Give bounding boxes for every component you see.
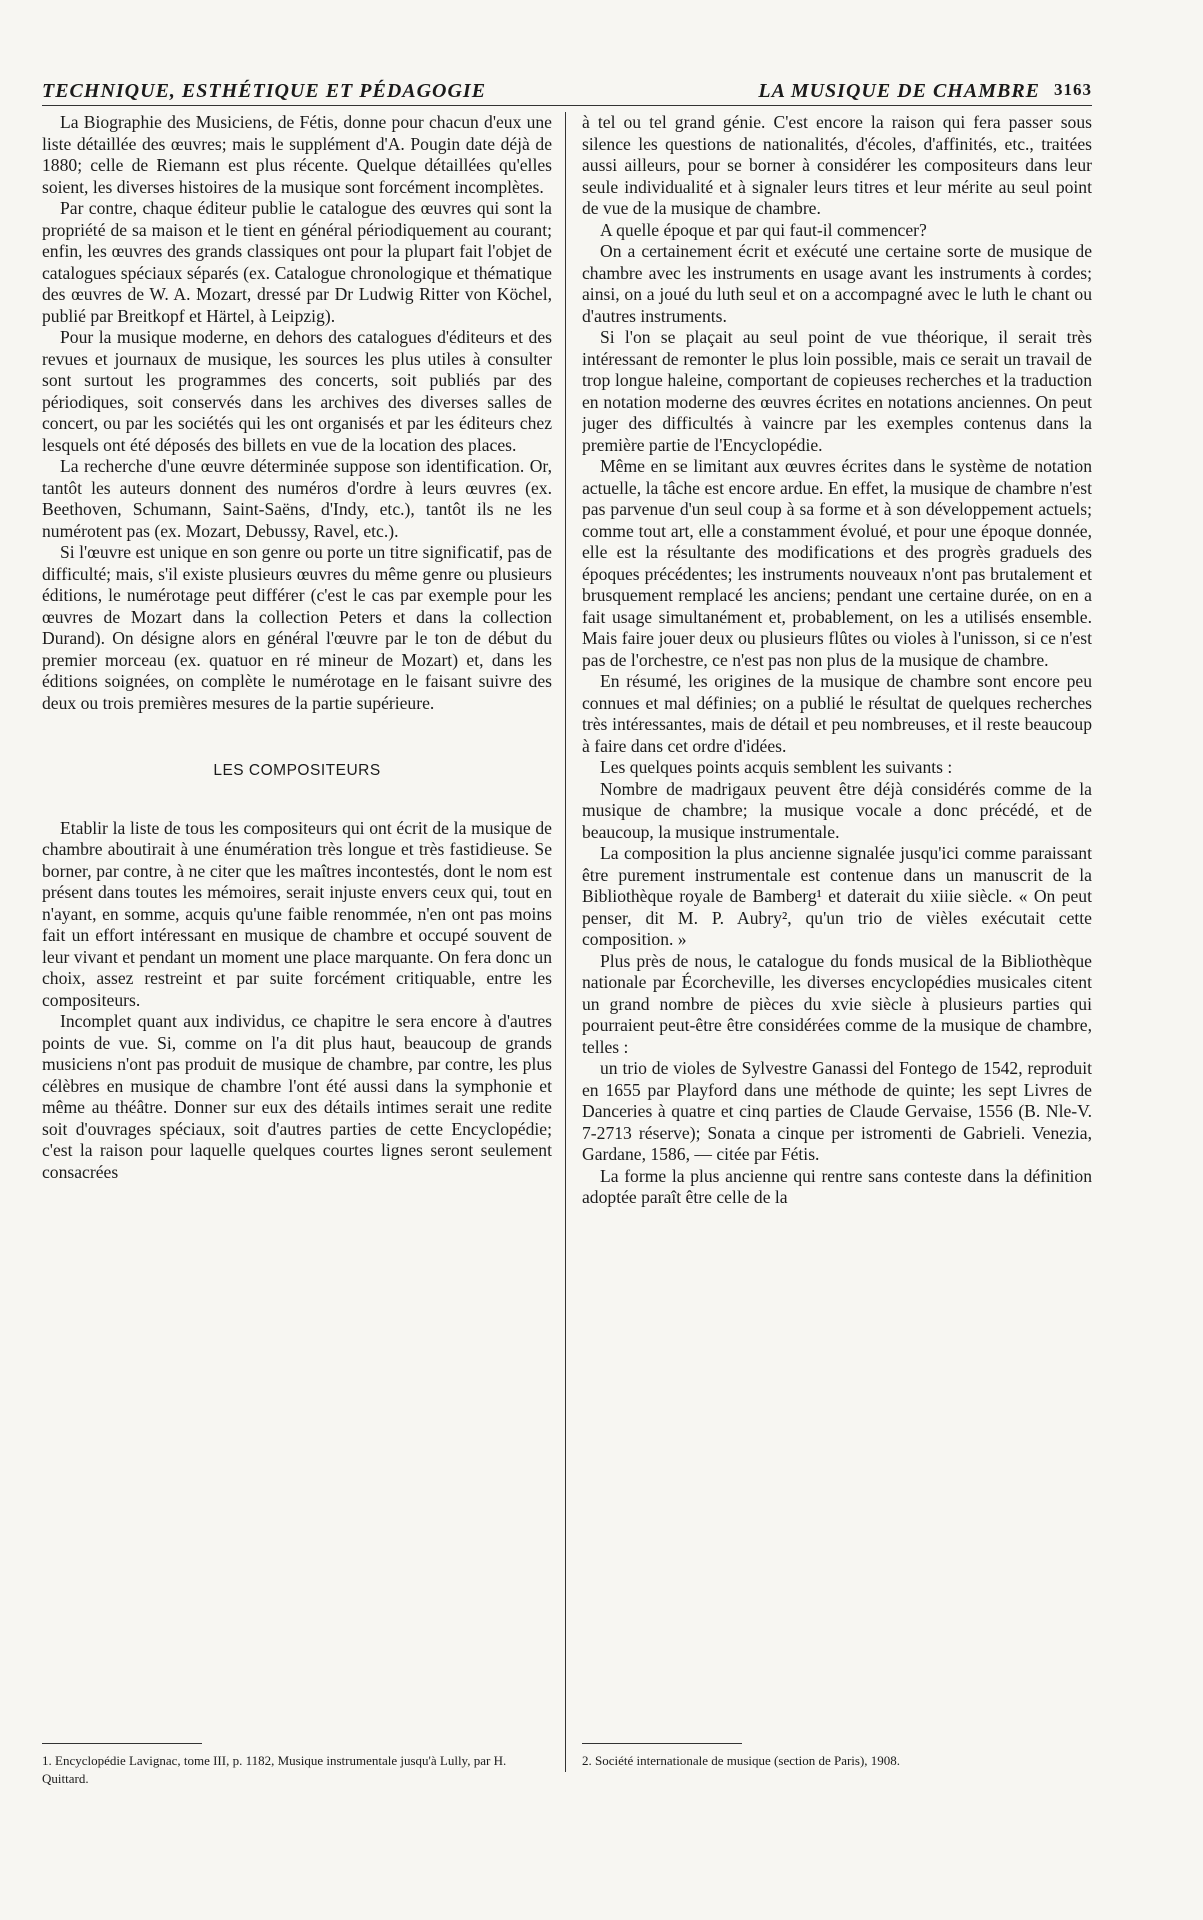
footnote-rule-left	[42, 1743, 202, 1744]
header-chapter-title: LA MUSIQUE DE CHAMBRE	[758, 80, 1040, 102]
footnote-1: 1. Encyclopédie Lavignac, tome III, p. 1182, Musique instrumentale jusqu'à Lully, par H. Quittard.	[42, 1753, 507, 1786]
paragraph: à tel ou tel grand génie. C'est encore la raison qui fera passer sous silence les questions de nationalités, d'écoles, d'affinités, etc., traitées aussi ailleurs, pour se borner à considérer les compositeurs dans leur seule individualité et à signaler leurs titres et leur mérite au seul point de vue de la musique de chambre.	[582, 112, 1092, 218]
left-column	[42, 112, 552, 1702]
right-column	[582, 112, 1092, 1702]
header-rule	[42, 105, 1092, 106]
paragraph: Nombre de madrigaux peuvent être déjà considérés comme de la musique de chambre; la musique vocale a donc précédé, et de beaucoup, la musique instrumentale.	[582, 778, 1092, 842]
header-section-title: TECHNIQUE, ESTHÉTIQUE ET PÉDAGOGIE	[42, 80, 487, 102]
paragraph: Si l'on se plaçait au seul point de vue théorique, il serait très intéressant de remonter le plus loin possible, mais ce serait un travail de trop longue haleine, comportant de copieuses recherches et la traduction en notation moderne des œuvres écrites en notations anciennes. On peut juger des difficultés à vaincre par les exemples contenus dans la première partie de l'Encyclopédie.	[582, 327, 1092, 455]
paragraph: La recherche d'une œuvre déterminée suppose son identification. Or, tantôt les auteurs donnent des numéros d'ordre à leurs œuvres (ex. Beethoven, Schumann, Saint-Saëns, d'Indy, etc.), tantôt ils ne les numérotent pas (ex. Mozart, Debussy, Ravel, etc.).	[42, 456, 552, 541]
paragraph: Incomplet quant aux individus, ce chapitre le sera encore à d'autres points de vue. Si, comme on l'a dit plus haut, beaucoup de grands musiciens n'ont pas produit de musique de chambre, par contre, les plus célèbres en musique de chambre l'ont été aussi dans la symphonie et même au théâtre. Donner sur eux des détails intimes serait une redite soit d'ouvrages spéciaux, soit d'autres parties de cette Encyclopédie; c'est la raison pour laquelle quelques courtes lignes seront seulement consacrées	[42, 1011, 552, 1182]
paragraph: On a certainement écrit et exécuté une certaine sorte de musique de chambre avec les instruments en usage avant les instruments à cordes; ainsi, on a joué du luth seul et on a accompagné avec le luth le chant ou d'autres instruments.	[582, 241, 1092, 326]
section-heading: LES COMPOSITEURS	[213, 762, 381, 779]
footnote-2: 2. Société internationale de musique (section de Paris), 1908.	[582, 1753, 901, 1768]
paragraph: Si l'œuvre est unique en son genre ou porte un titre significatif, pas de difficulté; mais, s'il existe plusieurs œuvres du même genre ou plusieurs éditions, le numérotage peut différer (c'est le cas par exemple pour les œuvres de Mozart dans la collection Peters et dans la collection Durand). On désigne alors en général l'œuvre par le ton de début du premier morceau (ex. quatuor en ré mineur de Mozart) et, dans les éditions soignées, on complète le numérotage en le faisant suivre des deux ou trois premières mesures de la partie supérieure.	[42, 542, 552, 713]
paragraph: Plus près de nous, le catalogue du fonds musical de la Bibliothèque nationale par Écorcheville, les diverses encyclopédies musicales citent un grand nombre de pièces du xvie siècle à plusieurs parties qui pourraient peut-être être considérées comme de la musique de chambre, telles :	[582, 950, 1092, 1057]
footnote-rule-right	[582, 1743, 742, 1744]
paragraph: Pour la musique moderne, en dehors des catalogues d'éditeurs et des revues et journaux de musique, les sources les plus utiles à consulter sont surtout les programmes des concerts, soit publiés par des périodiques, soit conservés dans les archives des diverses salles de concert, ou par les sociétés qui les ont organisés et par les éditeurs chez lesquels ont été déposés des billets en vue de la location des places.	[42, 327, 552, 455]
paragraph: Par contre, chaque éditeur publie le catalogue des œuvres qui sont la propriété de sa maison et le tient en général périodiquement au courant; enfin, les œuvres des grands classiques ont pour la plupart fait l'objet de catalogues spéciaux séparés (ex. Catalogue chronologique et thématique des œuvres de W. A. Mozart, dressé par Dr Ludwig Ritter von Köchel, publié par Breitkopf et Härtel, à Leipzig).	[42, 198, 552, 326]
page-number: 3163	[1054, 80, 1092, 99]
paragraph: Même en se limitant aux œuvres écrites dans le système de notation actuelle, la tâche est encore ardue. En effet, la musique de chambre n'est pas parvenue d'un seul coup à sa forme et à son développement actuels; comme tout art, elle a constamment évolué, et pour une époque donnée, elle est la résultante des modifications et des progrès graduels des époques précédentes; les instruments nouveaux n'ont pas brutalement et brusquement remplacé les anciens; pendant une certaine durée, on en a fait usage simultanément et, probablement, on les a utilisés ensemble. Mais faire jouer deux ou plusieurs flûtes ou violes à l'unisson, si ce n'est pas de l'orchestre, ce n'est pas non plus de la musique de chambre.	[582, 456, 1092, 670]
column-divider	[565, 112, 566, 1772]
running-header	[42, 80, 1092, 106]
paragraph: La Biographie des Musiciens, de Fétis, donne pour chacun d'eux une liste détaillée des œuvres; mais le supplément d'A. Pougin date déjà de 1880; celle de Riemann est plus récente. Quelque détaillées qu'elles soient, les diverses histoires de la musique sont forcément incomplètes.	[42, 112, 552, 197]
paragraph: Etablir la liste de tous les compositeurs qui ont écrit de la musique de chambre aboutirait à une énumération très longue et très fastidieuse. Se borner, par contre, à ne citer que les maîtres incontestés, dont le nom est présent dans toutes les mémoires, serait injuste envers ceux qui, tout en n'ayant, en somme, acquis qu'une faible renommée, n'en ont pas moins fait un effort intéressant en musique de chambre et occupé souvent de leur vivant et pendant un moment une place marquante. On fera donc un choix, assez restreint et par suite forcément critiquable, entre les compositeurs.	[42, 817, 552, 1010]
paragraph: La forme la plus ancienne qui rentre sans conteste dans la définition adoptée paraît être celle de la	[582, 1165, 1092, 1207]
paragraph: Les quelques points acquis semblent les suivants :	[600, 757, 953, 777]
paragraph: un trio de violes de Sylvestre Ganassi del Fontego de 1542, reproduit en 1655 par Playford dans une méthode de quinte; les sept Livres de Danceries à quatre et cinq parties de Claude Gervaise, 1556 (B. Nle-V. 7-2713 réserve); Sonata a cinque per istromenti de Gabrieli. Venezia, Gardane, 1586, — citée par Fétis.	[582, 1058, 1092, 1164]
paragraph: En résumé, les origines de la musique de chambre sont encore peu connues et mal définies; on a publié le résultat de quelques recherches très intéressantes, mais de détail et peu nombreuses, et il reste beaucoup à faire dans cet ordre d'idées.	[582, 671, 1092, 756]
paragraph: A quelle époque et par qui faut-il commencer?	[600, 219, 927, 240]
paragraph: La composition la plus ancienne signalée jusqu'ici comme paraissant être purement instrumentale est contenue dans un manuscrit de la Bibliothèque royale de Bamberg¹ et daterait du xiiie siècle. « On peut penser, dit M. P. Aubry², qu'un trio de vièles exécutait cette composition. »	[582, 843, 1092, 949]
